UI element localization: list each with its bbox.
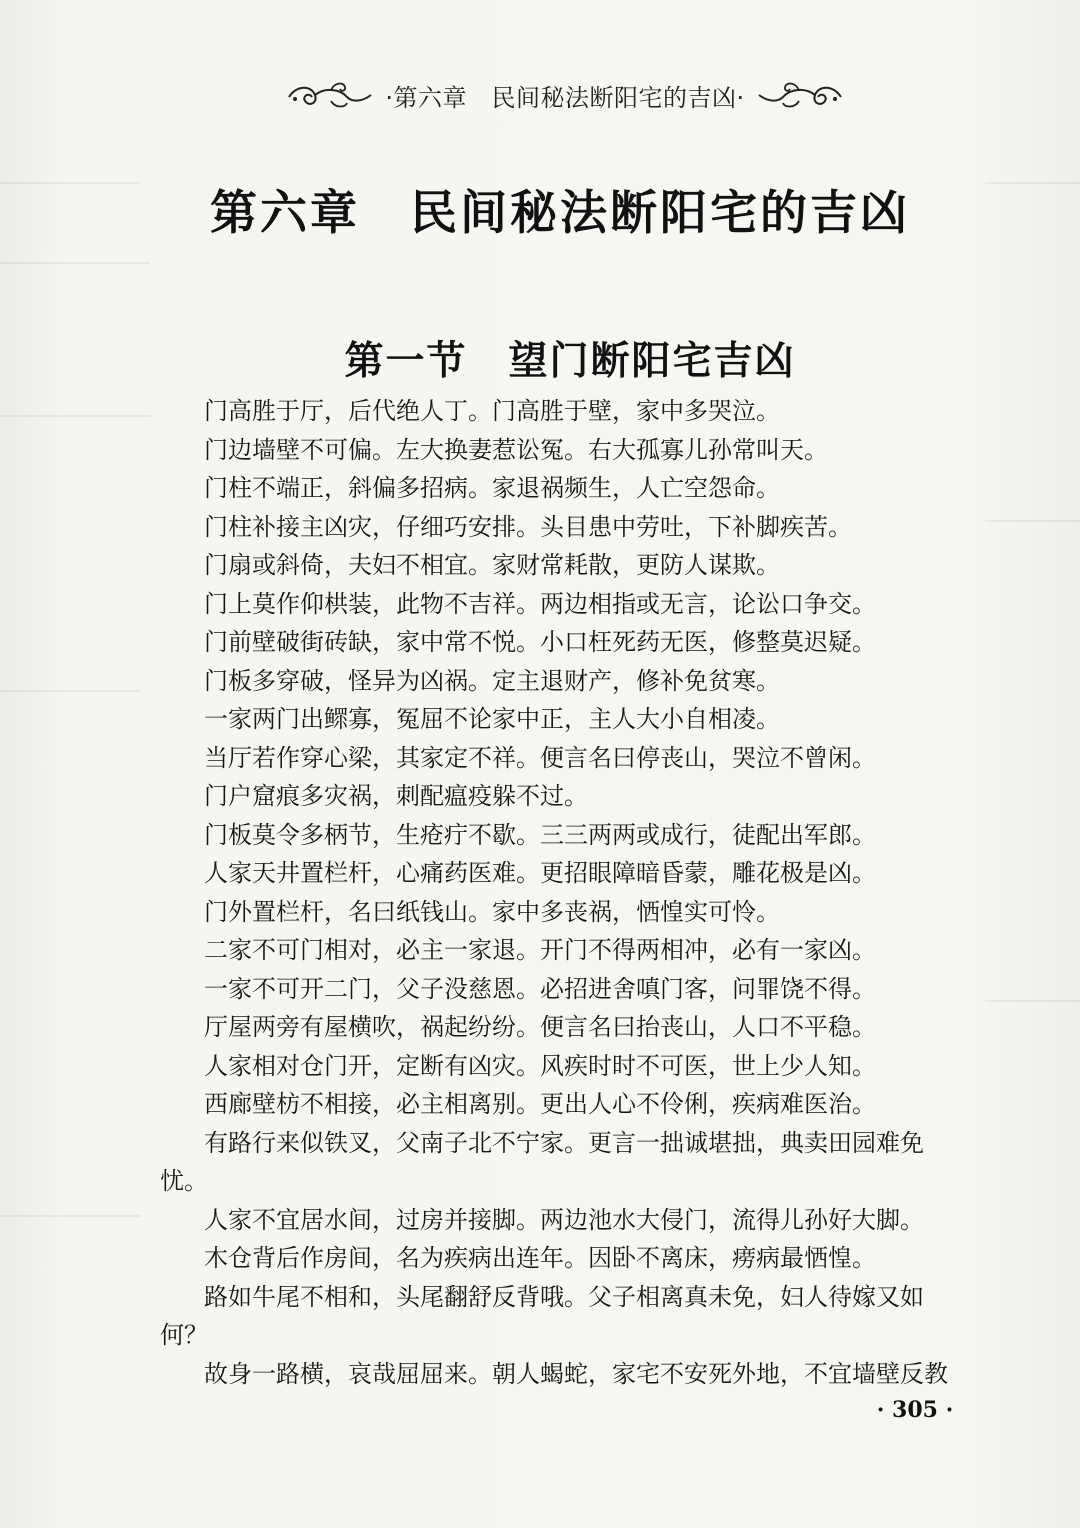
text-line: 门柱补接主凶灾，仔细巧安排。头目患中劳吐，下补脚疾苦。	[204, 512, 852, 541]
text-line: 门板莫令多柄节，生疮疔不歇。三三两两或成行，徒配出军郎。	[204, 820, 876, 849]
bleed-through-mark	[0, 262, 150, 264]
bleed-through-mark	[985, 182, 1080, 184]
bleed-through-mark	[0, 1215, 140, 1217]
body-text	[160, 392, 975, 1393]
text-line: 门板多穿破，怪异为凶祸。定主退财产，修补免贫寒。	[204, 666, 780, 695]
running-header-text: ·第六章 民间秘法断阳宅的吉凶·	[385, 83, 745, 112]
text-line: 西廊壁枋不相接，必主相离别。更出人心不伶俐，疾病难医治。	[204, 1090, 876, 1118]
text-line: 二家不可门相对，必主一家退。开门不得两相冲，必有一家凶。	[204, 936, 876, 964]
text-line: 门边墙壁不可偏。左大换妻惹讼冤。右大孤寡儿孙常叫天。	[204, 435, 828, 464]
text-line: 门扇或斜倚，夫妇不相宜。家财常耗散，更防人谋欺。	[204, 551, 780, 579]
bleed-through-mark	[985, 1000, 1080, 1002]
text-line: 木仓背后作房间，名为疾病出连年。因卧不离床，痨病最恓惶。	[204, 1244, 876, 1272]
chapter-title: 第六章 民间秘法断阳宅的吉凶	[210, 186, 910, 241]
text-line: 何？	[160, 1321, 208, 1349]
bleed-through-mark	[985, 520, 1080, 522]
text-line: 一家两门出鳏寡，冤屈不论家中正，主人大小自相凌。	[204, 705, 780, 733]
text-line: 门户窟痕多灾祸，刺配瘟疫躲不过。	[204, 782, 588, 810]
bleed-through-mark	[0, 690, 140, 692]
text-line: 门前壁破街砖缺，家中常不悦。小口枉死药无医，修整莫迟疑。	[204, 628, 876, 656]
text-line: 当厅若作穿心梁，其家定不祥。便言名曰停丧山，哭泣不曾闲。	[204, 743, 876, 772]
text-line: 人家相对仓门开，定断有凶灾。风疾时时不可医，世上少人知。	[204, 1051, 876, 1080]
text-line: 门柱不端正，斜偏多招病。家退祸频生，人亡空怨命。	[204, 474, 780, 502]
text-line: 门上莫作仰栱装，此物不吉祥。两边相指或无言，论讼口争交。	[204, 589, 876, 618]
text-line: 门高胜于厅，后代绝人丁。门高胜于壁，家中多哭泣。	[204, 397, 780, 425]
text-line: 忧。	[160, 1167, 208, 1195]
text-line: 人家天井置栏杆，心痛药医难。更招眼障暗昏蒙，雕花极是凶。	[204, 859, 876, 887]
section-title: 第一节 望门断阳宅吉凶	[344, 338, 796, 384]
scroll-ornament-left-icon	[285, 77, 375, 113]
text-line: 人家不宜居水间，过房并接脚。两边池水大侵门，流得儿孙好大脚。	[204, 1205, 924, 1234]
text-line: 厅屋两旁有屋横吹，祸起纷纷。便言名曰抬丧山，人口不平稳。	[204, 1013, 876, 1041]
scroll-ornament-right-icon	[755, 77, 845, 113]
bleed-through-mark	[0, 182, 140, 184]
text-line: 路如牛尾不相和，头尾翻舒反背哦。父子相离真未免，妇人待嫁又如	[204, 1282, 924, 1311]
running-header	[270, 70, 860, 120]
text-line: 一家不可开二门，父子没慈恩。必招进舍嗔门客，问罪饶不得。	[204, 974, 876, 1003]
text-line: 故身一路横，哀哉屈屈来。朝人蝎蛇，家宅不安死外地，不宜墙壁反教	[204, 1359, 948, 1388]
bleed-through-mark	[0, 415, 150, 417]
page-number: · 305 ·	[876, 1397, 954, 1423]
text-line: 门外置栏杆，名曰纸钱山。家中多丧祸，恓惶实可怜。	[204, 897, 780, 926]
text-line: 有路行来似铁叉，父南子北不宁家。更言一拙诚堪拙，典卖田园难免	[204, 1128, 924, 1157]
